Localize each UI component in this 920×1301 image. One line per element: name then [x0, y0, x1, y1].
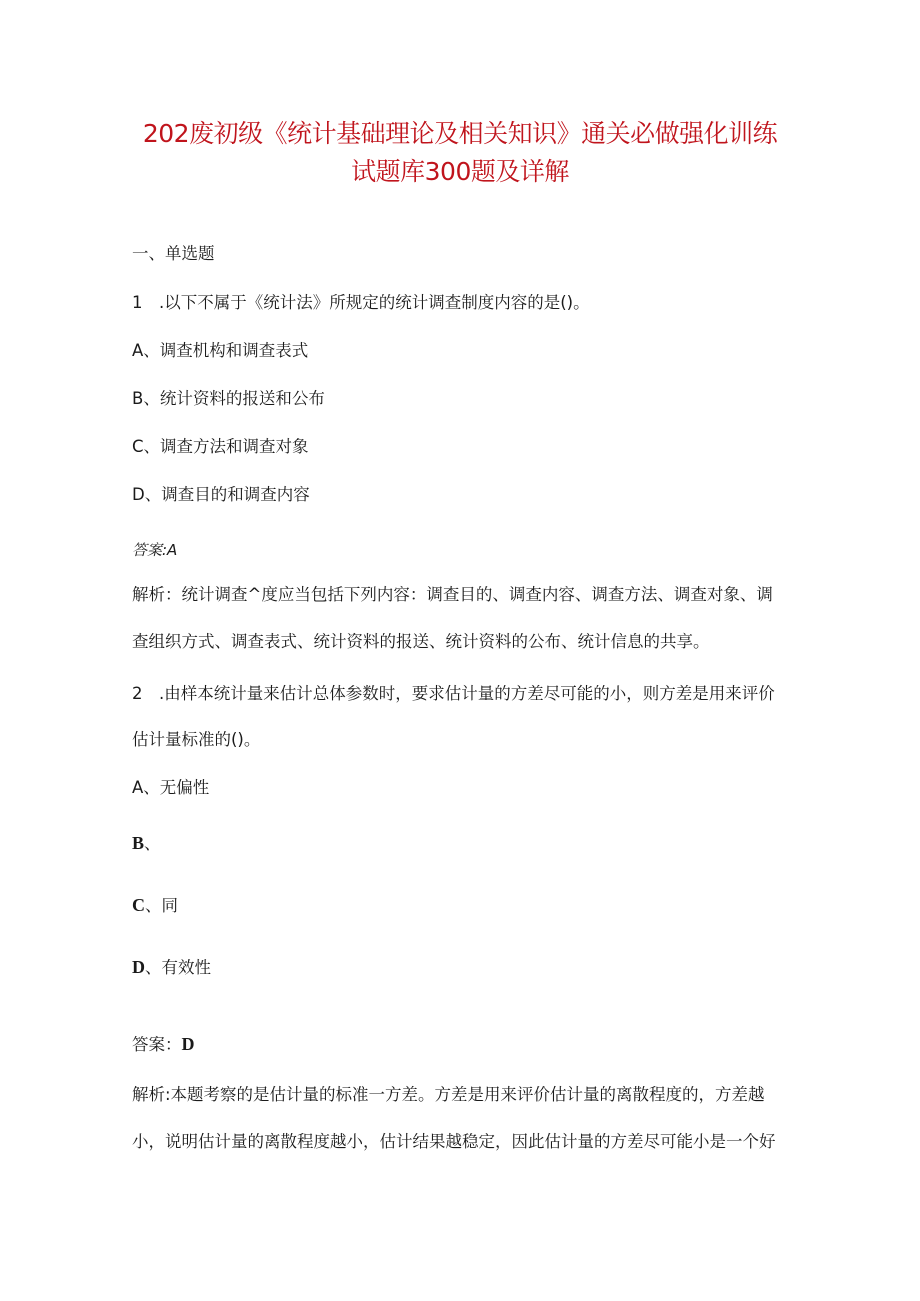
- question-2-answer-label: 答案：: [132, 1035, 182, 1054]
- question-1-analysis-line-1: 解析：统计调查^度应当包括下列内容：调查目的、调查内容、调查方法、调查对象、调: [132, 585, 773, 604]
- question-1-option-a: A、调查机构和调查表式: [132, 341, 309, 360]
- question-2-option-c: [132, 894, 178, 917]
- question-2-answer-value: D: [181, 1034, 195, 1054]
- question-2-option-d: [132, 956, 211, 979]
- question-2-analysis-line-1: 解析:本题考察的是估计量的标准一方差。方差是用来评价估计量的离散程度的，方差越: [132, 1085, 765, 1104]
- question-2-text-line-1: 2 .由样本统计量来估计总体参数时，要求估计量的方差尽可能的小，则方差是用来评价: [132, 684, 775, 703]
- question-1-option-c: C、调查方法和调查对象: [132, 437, 309, 456]
- question-2-answer: [132, 1033, 195, 1056]
- question-1-text: 1 .以下不属于《统计法》所规定的统计调查制度内容的是()。: [132, 293, 590, 312]
- question-1-option-b: B、统计资料的报送和公布: [132, 389, 325, 408]
- section-heading: 一、单选题: [132, 244, 215, 263]
- question-2-option-a: A、无偏性: [132, 778, 210, 797]
- document-title-line-2: 试题库300题及详解: [351, 157, 569, 186]
- question-2-option-c-text: 、同: [145, 896, 178, 915]
- question-2-analysis-line-2: 小，说明估计量的离散程度越小，估计结果越稳定，因此估计量的方差尽可能小是一个好: [132, 1132, 776, 1151]
- question-2-option-d-letter: D: [132, 957, 145, 977]
- question-1-answer: 答案:A: [132, 541, 178, 559]
- question-2-option-c-letter: C: [132, 895, 145, 915]
- question-1-option-d: D、调查目的和调查内容: [132, 485, 310, 504]
- question-2-option-b-text: 、: [144, 834, 161, 853]
- question-2-text-line-2: 估计量标准的()。: [132, 730, 261, 749]
- question-2-option-d-text: 、有效性: [145, 958, 211, 977]
- question-2-option-b-letter: B: [132, 833, 145, 853]
- document-title-line-1: 202废初级《统计基础理论及相关知识》通关必做强化训练: [142, 119, 778, 148]
- question-1-analysis-line-2: 查组织方式、调查表式、统计资料的报送、统计资料的公布、统计信息的共享。: [132, 632, 710, 651]
- question-2-option-b: [132, 832, 161, 855]
